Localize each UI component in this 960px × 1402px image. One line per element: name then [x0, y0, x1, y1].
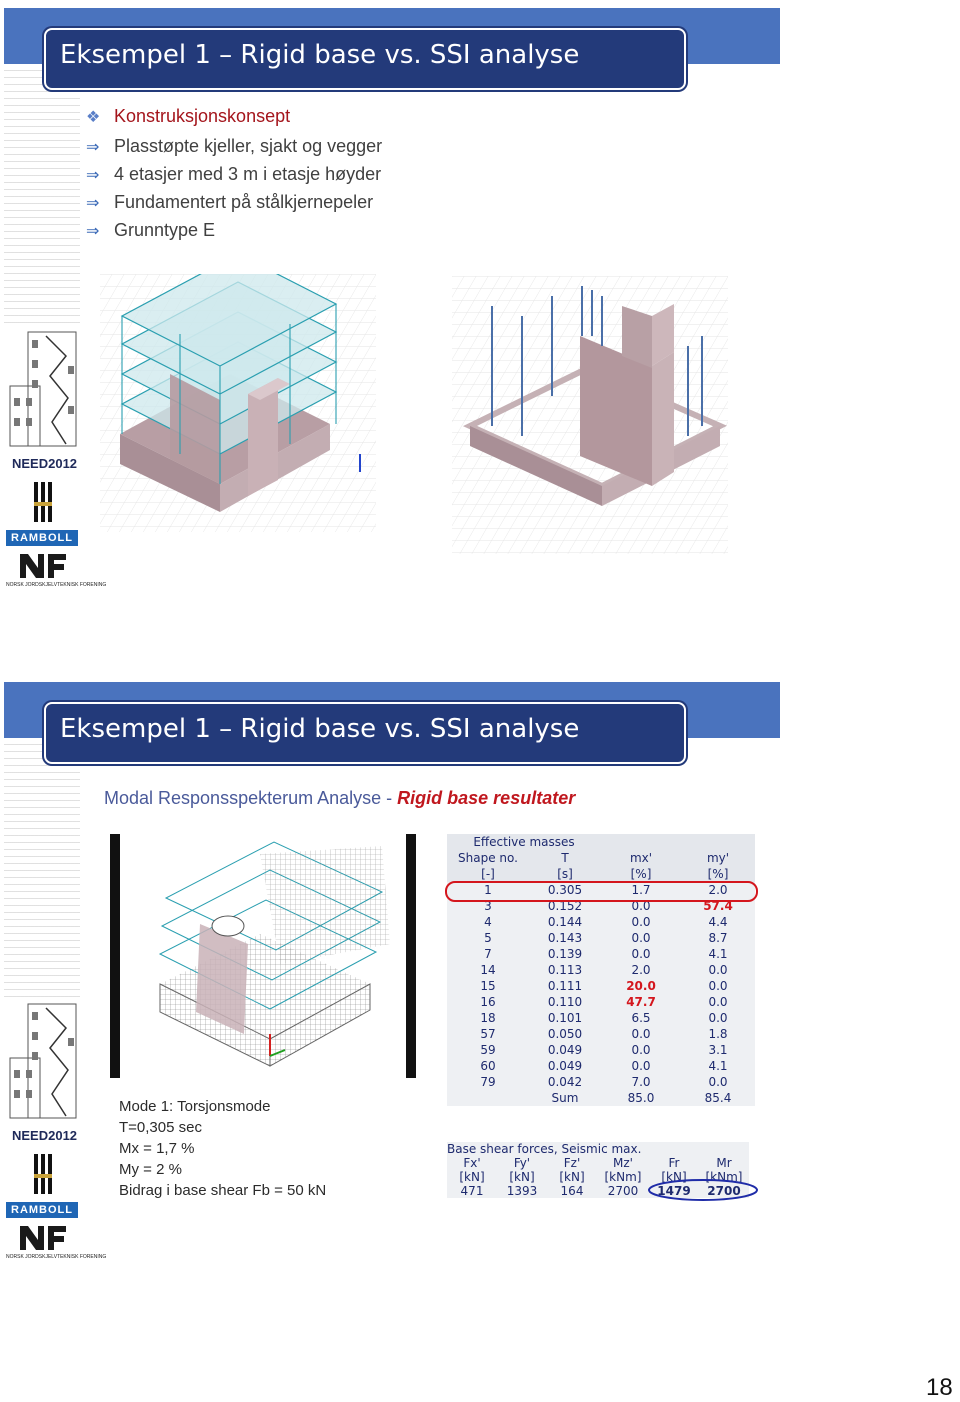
slide-title-box: [44, 28, 686, 90]
table-cell: 0.0: [681, 1010, 755, 1026]
table-cell: 4.4: [681, 914, 755, 930]
mode-line: T=0,305 sec: [119, 1119, 202, 1136]
table-cell: Fz': [547, 1156, 597, 1170]
table-cell: 0.113: [529, 962, 601, 978]
table-cell: 0.050: [529, 1026, 601, 1042]
table-cell: 0.0: [601, 1026, 681, 1042]
bullet-heading: [86, 106, 290, 127]
result-circle-ellipse: [647, 1178, 759, 1202]
table-row: [447, 914, 755, 930]
bullet-text: Plasstøpte kjeller, sjakt og vegger: [114, 136, 383, 156]
table-cell: 4: [447, 914, 529, 930]
bullet-text: Fundamentert på stålkjernepeler: [114, 192, 374, 212]
table-row: [447, 1156, 749, 1170]
table-cell: 2.0: [681, 882, 755, 898]
table-cell: Base shear forces, Seismic max.: [447, 1142, 749, 1156]
table-cell: 3: [447, 898, 529, 914]
mode-shape-drawing: [120, 834, 406, 1078]
table-cell: [kN]: [497, 1170, 547, 1184]
table-cell: 79: [447, 1074, 529, 1090]
njf-logo-icon: [18, 550, 68, 580]
building-model-image: [100, 274, 376, 532]
ramboll-logo: RAMBOLL: [6, 530, 78, 546]
table-cell: 15: [447, 978, 529, 994]
table-cell: 57.4: [681, 898, 755, 914]
page-number: 18: [926, 1374, 953, 1401]
diamond-bullet-icon: ❖: [86, 109, 101, 126]
table-cell: Mz': [597, 1156, 649, 1170]
table-cell: Mr: [699, 1156, 749, 1170]
section-subtitle: [104, 788, 575, 809]
table-cell: [kN]: [447, 1170, 497, 1184]
sponsor-logos: [4, 326, 107, 596]
slide-title: Eksempel 1 – Rigid base vs. SSI analyse: [60, 40, 580, 70]
table-cell: 0.143: [529, 930, 601, 946]
table-cell: 7: [447, 946, 529, 962]
table-cell: T: [529, 850, 601, 866]
table-cell: 1393: [497, 1184, 547, 1198]
company-mark-icon: [34, 1154, 52, 1194]
arrow-bullet-icon: ⇒: [86, 167, 100, 184]
arrow-bullet-icon: ⇒: [86, 139, 100, 156]
table-cell: 0.0: [681, 1074, 755, 1090]
society-name: NORSK JORDSKJELVTEKNISK FORENING: [6, 582, 107, 588]
subtitle-emphasis: Rigid base resultater: [397, 788, 576, 808]
slide-1: [4, 8, 780, 608]
mode-line: Bidrag i base shear Fb = 50 kN: [119, 1182, 327, 1199]
need2012-logo: NEED2012: [12, 1128, 78, 1143]
table-cell: 0.0: [601, 930, 681, 946]
table-cell: Effective masses: [447, 834, 601, 850]
table-cell: 0.152: [529, 898, 601, 914]
table-cell: 14: [447, 962, 529, 978]
table-cell: 0.139: [529, 946, 601, 962]
slide-title-box: [44, 702, 686, 764]
table-cell: 57: [447, 1026, 529, 1042]
bullet-item: [86, 164, 381, 185]
table-cell: Sum: [529, 1090, 601, 1106]
sponsor-logos: [4, 998, 107, 1268]
table-cell: 0.042: [529, 1074, 601, 1090]
table-row: [447, 850, 755, 866]
effective-masses-table: [447, 834, 755, 1106]
table-cell: 0.0: [601, 1042, 681, 1058]
table-cell: 0.305: [529, 882, 601, 898]
table-row: [447, 994, 755, 1010]
bullet-text: 4 etasjer med 3 m i etasje høyder: [114, 164, 382, 184]
table-cell: Fx': [447, 1156, 497, 1170]
arrow-bullet-icon: ⇒: [86, 195, 100, 212]
table-row: [447, 1074, 755, 1090]
table-row: [447, 962, 755, 978]
table-cell: 5: [447, 930, 529, 946]
table-cell: 60: [447, 1058, 529, 1074]
table-cell: 1.8: [681, 1026, 755, 1042]
bullet-item: [86, 136, 382, 157]
table-cell: 471: [447, 1184, 497, 1198]
table-cell: [kNm]: [597, 1170, 649, 1184]
table-cell: 47.7: [601, 994, 681, 1010]
table-cell: my': [681, 850, 755, 866]
table-cell: 0.0: [601, 914, 681, 930]
table-row: [447, 930, 755, 946]
table-cell: 1.7: [601, 882, 681, 898]
table-cell: 0.0: [601, 898, 681, 914]
table-cell: 2700: [597, 1184, 649, 1198]
slide-2: [4, 682, 780, 1282]
left-decor-strip: [4, 64, 80, 324]
table-cell: 0.0: [601, 946, 681, 962]
table-row: [447, 1010, 755, 1026]
table-cell: 85.0: [601, 1090, 681, 1106]
table-row: [447, 1026, 755, 1042]
table-cell: 0.110: [529, 994, 601, 1010]
heading-text: Konstruksjonskonsept: [114, 106, 291, 126]
table-row: [447, 978, 755, 994]
table-cell: [kNm]: [699, 1170, 749, 1184]
table-cell: mx': [601, 850, 681, 866]
table-cell: [%]: [601, 866, 681, 882]
subtitle-plain: Modal Responsspekterum Analyse -: [104, 788, 398, 808]
table-cell: [s]: [529, 866, 601, 882]
table-cell: 0.144: [529, 914, 601, 930]
left-decor-strip: [4, 738, 80, 998]
company-mark-icon: [34, 482, 52, 522]
table-cell: Shape no.: [447, 850, 529, 866]
table-cell: 0.0: [601, 1058, 681, 1074]
row-highlight-ellipse: [445, 881, 759, 903]
arrow-bullet-icon: ⇒: [86, 223, 100, 240]
table-row: [447, 1042, 755, 1058]
table-cell: 164: [547, 1184, 597, 1198]
mode-line: My = 2 %: [119, 1161, 182, 1178]
table-cell: 7.0: [601, 1074, 681, 1090]
table-cell: 1: [447, 882, 529, 898]
table-cell: 16: [447, 994, 529, 1010]
table-cell: 59: [447, 1042, 529, 1058]
table-row: [447, 1090, 755, 1106]
table-row: [447, 946, 755, 962]
table-cell: [kN]: [547, 1170, 597, 1184]
table-cell: 4.1: [681, 1058, 755, 1074]
building-sketch-icon: [6, 326, 80, 454]
table-row: [447, 866, 755, 882]
table-cell: 3.1: [681, 1042, 755, 1058]
bullet-text: Grunntype E: [114, 220, 216, 240]
table-cell: 0.0: [681, 994, 755, 1010]
table-cell: [kN]: [649, 1170, 699, 1184]
table-row: [447, 1142, 749, 1156]
table-cell: 85.4: [681, 1090, 755, 1106]
table-cell: 18: [447, 1010, 529, 1026]
table-cell: 6.5: [601, 1010, 681, 1026]
njf-logo-icon: [18, 1222, 68, 1252]
table-cell: [%]: [681, 866, 755, 882]
table-cell: 0.0: [681, 962, 755, 978]
table-cell: 0.049: [529, 1058, 601, 1074]
society-name: NORSK JORDSKJELVTEKNISK FORENING: [6, 1254, 107, 1260]
foundation-walls-image: [452, 276, 728, 554]
slide-title: Eksempel 1 – Rigid base vs. SSI analyse: [60, 714, 580, 744]
table-cell: 1479: [649, 1184, 699, 1198]
table-cell: [447, 1090, 529, 1106]
ramboll-logo: RAMBOLL: [6, 1202, 78, 1218]
table-cell: Fy': [497, 1156, 547, 1170]
table-row: [447, 834, 755, 850]
table-cell: 0.049: [529, 1042, 601, 1058]
bullet-item: [86, 220, 215, 241]
table-cell: 4.1: [681, 946, 755, 962]
building-sketch-icon: [6, 998, 80, 1126]
table-cell: 20.0: [601, 978, 681, 994]
need2012-logo: NEED2012: [12, 456, 78, 471]
table-row: [447, 1058, 755, 1074]
table-cell: 2700: [699, 1184, 749, 1198]
table-cell: Fr: [649, 1156, 699, 1170]
mode-line: Mode 1: Torsjonsmode: [119, 1098, 271, 1115]
table-cell: [601, 834, 755, 850]
mode-line: Mx = 1,7 %: [119, 1140, 195, 1157]
table-cell: 2.0: [601, 962, 681, 978]
bullet-item: [86, 192, 373, 213]
mode-shape-image: [110, 834, 416, 1078]
table-cell: 0.101: [529, 1010, 601, 1026]
table-cell: [-]: [447, 866, 529, 882]
table-cell: 0.111: [529, 978, 601, 994]
table-cell: 0.0: [681, 978, 755, 994]
table-cell: 8.7: [681, 930, 755, 946]
